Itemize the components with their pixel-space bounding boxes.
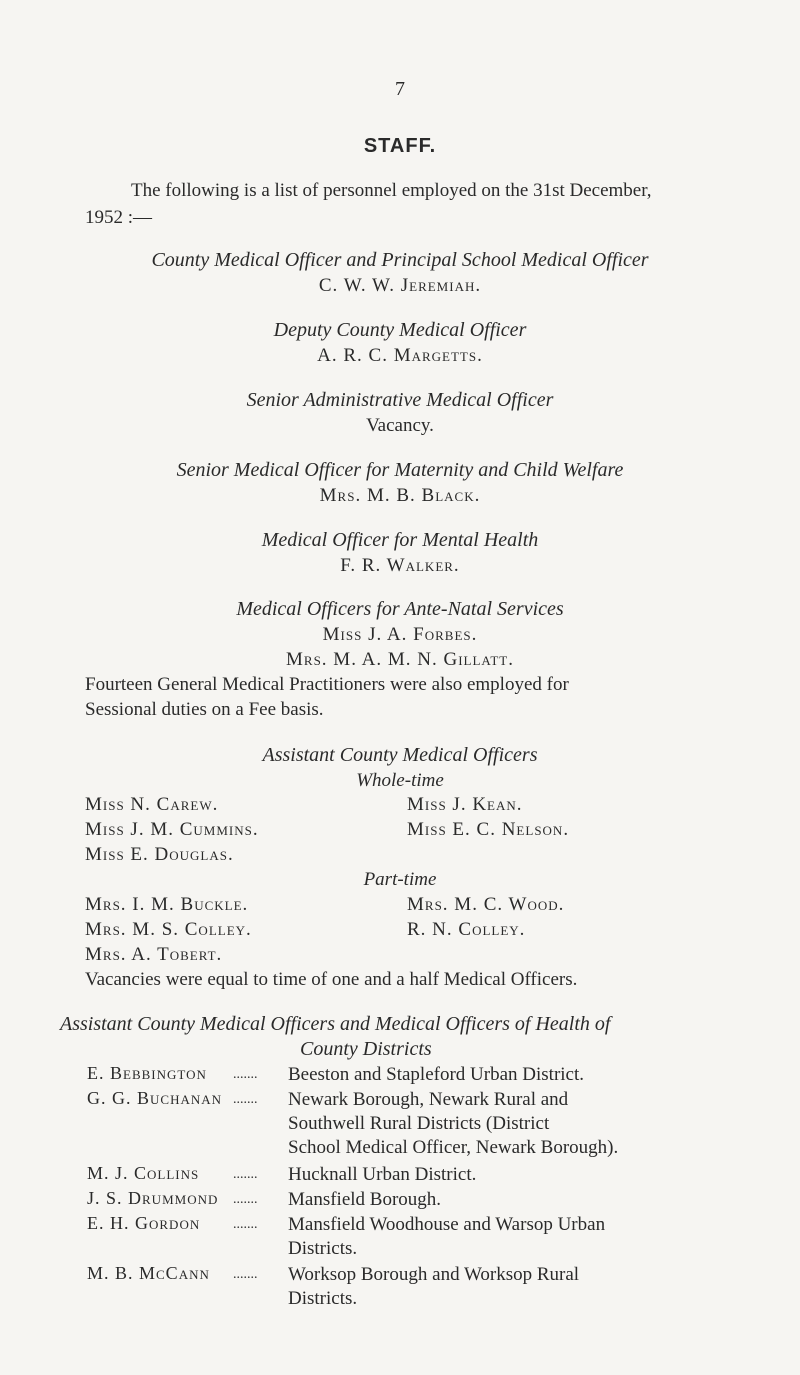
cmo-name: C. W. W. Jeremiah. — [318, 275, 482, 296]
deputy-heading: Deputy County Medical Officer — [273, 319, 527, 341]
district-desc: School Medical Officer, Newark Borough). — [288, 1137, 619, 1158]
districts-heading-2: County Districts — [300, 1038, 432, 1060]
ante-natal-heading: Medical Officers for Ante-Natal Services — [236, 598, 564, 620]
part-time-right-2: R. N. Colley. — [407, 919, 526, 940]
part-time-left-1: Mrs. I. M. Buckle. — [85, 894, 249, 915]
officer-name: E. Bebbington — [87, 1063, 207, 1083]
whole-time-left-2: Miss J. M. Cummins. — [85, 819, 259, 840]
page-number: 7 — [395, 78, 405, 100]
district-desc: Mansfield Borough. — [288, 1189, 442, 1210]
assistant-heading: Assistant County Medical Officers — [262, 744, 538, 766]
senior-admin-heading: Senior Administrative Medical Officer — [246, 389, 554, 411]
whole-time-right-2: Miss E. C. Nelson. — [407, 819, 570, 840]
page-title: STAFF. — [363, 135, 437, 157]
district-desc: Southwell Rural Districts (District — [288, 1113, 550, 1134]
part-time-right-1: Mrs. M. C. Wood. — [407, 894, 565, 915]
leader-dots: ....... — [233, 1067, 258, 1082]
vacancies-note: Vacancies were equal to time of one and a half Medical Officers. — [85, 969, 578, 990]
mental-health-heading: Medical Officer for Mental Health — [261, 529, 539, 551]
officer-name: J. S. Drummond — [87, 1188, 219, 1208]
gp-note-line-2: Sessional duties on a Fee basis. — [85, 699, 324, 720]
leader-dots: ....... — [233, 1217, 258, 1232]
officer-name: G. G. Buchanan — [87, 1088, 223, 1108]
whole-time-right-1: Miss J. Kean. — [407, 794, 523, 815]
district-desc: Newark Borough, Newark Rural and — [288, 1089, 569, 1110]
mental-health-name: F. R. Walker. — [340, 555, 460, 576]
ante-natal-name-1: Miss J. A. Forbes. — [322, 624, 478, 645]
district-desc: Districts. — [288, 1288, 358, 1309]
officer-name: E. H. Gordon — [87, 1213, 201, 1233]
intro-line-2: 1952 :— — [85, 207, 153, 228]
gp-note-line-1: Fourteen General Medical Practitioners were also employed for — [85, 674, 569, 695]
district-desc: Districts. — [288, 1238, 358, 1259]
deputy-name: A. R. C. Margetts. — [317, 345, 483, 366]
cmo-heading: County Medical Officer and Principal School Medical Officer — [151, 249, 649, 271]
leader-dots: ....... — [233, 1267, 258, 1282]
officer-name: M. B. McCann — [87, 1263, 210, 1283]
ante-natal-name-2: Mrs. M. A. M. N. Gillatt. — [286, 649, 514, 670]
whole-time-left-1: Miss N. Carew. — [85, 794, 219, 815]
leader-dots: ....... — [233, 1192, 258, 1207]
intro-line-1: The following is a list of personnel employed on the 31st December, — [131, 180, 652, 201]
whole-time-label: Whole-time — [356, 770, 444, 791]
district-desc: Beeston and Stapleford Urban District. — [288, 1064, 585, 1085]
part-time-label: Part-time — [363, 869, 437, 890]
leader-dots: ....... — [233, 1092, 258, 1107]
districts-heading-1: Assistant County Medical Officers and Medical Officers of Health of — [60, 1013, 611, 1035]
officer-name: M. J. Collins — [87, 1163, 200, 1183]
district-desc: Worksop Borough and Worksop Rural — [288, 1264, 580, 1285]
district-desc: Hucknall Urban District. — [288, 1164, 477, 1185]
senior-maternity-name: Mrs. M. B. Black. — [319, 485, 481, 506]
leader-dots: ....... — [233, 1167, 258, 1182]
senior-admin-name: Vacancy. — [366, 415, 434, 436]
district-desc: Mansfield Woodhouse and Warsop Urban — [288, 1214, 606, 1235]
part-time-left-2: Mrs. M. S. Colley. — [85, 919, 252, 940]
part-time-left-3: Mrs. A. Tobert. — [85, 944, 223, 965]
senior-maternity-heading: Senior Medical Officer for Maternity and Child Welfare — [176, 459, 624, 481]
whole-time-left-3: Miss E. Douglas. — [85, 844, 234, 865]
